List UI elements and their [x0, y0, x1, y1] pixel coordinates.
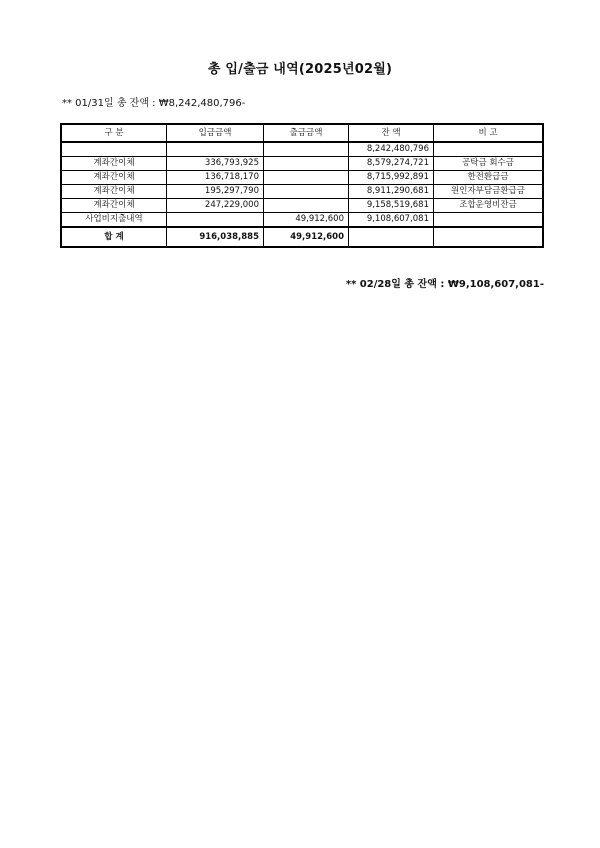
row-note: 원인자부담금환급금	[434, 185, 544, 199]
total-note	[434, 227, 544, 247]
row-deposit	[167, 213, 264, 228]
header-withdrawal: 출금금액	[264, 124, 349, 142]
row-deposit	[167, 142, 264, 157]
row-note: 조합운영비잔금	[434, 199, 544, 213]
row-category	[61, 142, 167, 157]
row-deposit: 336,793,925	[167, 157, 264, 171]
table-header-row	[61, 124, 543, 142]
row-deposit: 247,229,000	[167, 199, 264, 213]
row-deposit: 136,718,170	[167, 171, 264, 185]
total-label: 합 계	[61, 227, 167, 247]
row-category: 계좌간이체	[61, 157, 167, 171]
row-balance: 9,158,519,681	[349, 199, 434, 213]
row-category: 계좌간이체	[61, 171, 167, 185]
total-row	[61, 227, 543, 247]
row-withdrawal	[264, 157, 349, 171]
table-row	[61, 142, 543, 157]
row-balance: 8,242,480,796	[349, 142, 434, 157]
row-withdrawal	[264, 185, 349, 199]
row-withdrawal	[264, 199, 349, 213]
row-withdrawal: 49,912,600	[264, 213, 349, 228]
row-category: 계좌간이체	[61, 185, 167, 199]
total-deposit: 916,038,885	[167, 227, 264, 247]
row-balance: 8,715,992,891	[349, 171, 434, 185]
row-balance: 8,911,290,681	[349, 185, 434, 199]
header-balance: 잔 액	[349, 124, 434, 142]
row-note: 한전환급금	[434, 171, 544, 185]
transaction-table	[60, 123, 544, 248]
row-note	[434, 142, 544, 157]
row-withdrawal	[264, 171, 349, 185]
row-category: 사업비지출내역	[61, 213, 167, 228]
table-row	[61, 199, 543, 213]
table-row	[61, 213, 543, 228]
opening-balance: ** 01/31일 총 잔액 : ₩8,242,480,796-	[62, 98, 246, 109]
total-withdrawal: 49,912,600	[264, 227, 349, 247]
total-balance	[349, 227, 434, 247]
closing-balance: ** 02/28일 총 잔액 : ₩9,108,607,081-	[345, 279, 544, 290]
row-withdrawal	[264, 142, 349, 157]
row-deposit: 195,297,790	[167, 185, 264, 199]
row-balance: 9,108,607,081	[349, 213, 434, 228]
header-note: 비 고	[434, 124, 544, 142]
header-category: 구 분	[61, 124, 167, 142]
table-row	[61, 185, 543, 199]
header-deposit: 입금금액	[167, 124, 264, 142]
row-balance: 8,579,274,721	[349, 157, 434, 171]
table-row	[61, 157, 543, 171]
row-category: 계좌간이체	[61, 199, 167, 213]
page-title: 총 입/출금 내역(2025년02월)	[207, 62, 393, 77]
row-note	[434, 213, 544, 228]
row-note: 공탁금 회수금	[434, 157, 544, 171]
table-row	[61, 171, 543, 185]
